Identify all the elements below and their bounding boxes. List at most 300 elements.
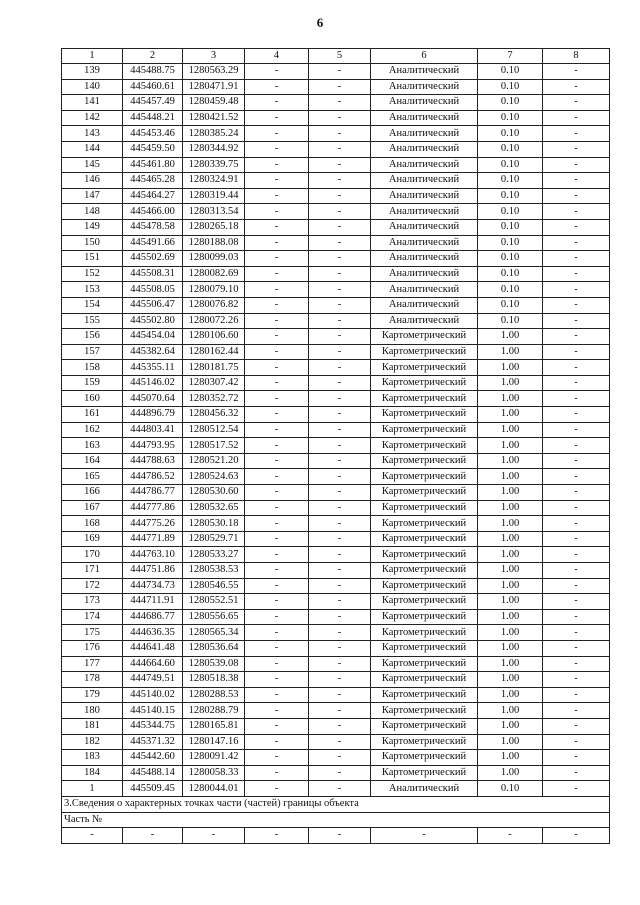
cell-col-5: - xyxy=(309,110,371,126)
cell-col-8: - xyxy=(543,640,610,656)
cell-col-1: 173 xyxy=(62,594,123,610)
cell-col-4: - xyxy=(245,687,309,703)
cell-col-8: - xyxy=(543,282,610,298)
cell-col-7: 0.10 xyxy=(478,64,543,80)
cell-col-3: 1280352.72 xyxy=(183,391,245,407)
cell-col-6: Картометрический xyxy=(371,609,478,625)
cell-col-3: 1280517.52 xyxy=(183,438,245,454)
cell-col-4: - xyxy=(245,531,309,547)
cell-col-2: 444763.10 xyxy=(123,547,183,563)
cell-col-6: - xyxy=(371,828,478,844)
cell-col-4: - xyxy=(245,64,309,80)
cell-col-7: 0.10 xyxy=(478,126,543,142)
cell-col-1: 177 xyxy=(62,656,123,672)
cell-col-2: 445491.66 xyxy=(123,235,183,251)
cell-col-5: - xyxy=(309,344,371,360)
cell-col-5: - xyxy=(309,329,371,345)
cell-col-2: 444788.63 xyxy=(123,453,183,469)
table-row xyxy=(62,95,610,111)
cell-col-5: - xyxy=(309,547,371,563)
cell-col-7: 1.00 xyxy=(478,547,543,563)
cell-col-1: 165 xyxy=(62,469,123,485)
cell-col-6: Картометрический xyxy=(371,360,478,376)
cell-col-2: 444751.86 xyxy=(123,563,183,579)
cell-col-3: 1280106.60 xyxy=(183,329,245,345)
cell-col-2: 444803.41 xyxy=(123,422,183,438)
cell-col-8: - xyxy=(543,531,610,547)
cell-col-4: - xyxy=(245,563,309,579)
cell-col-3: 1280385.24 xyxy=(183,126,245,142)
final-row xyxy=(62,828,610,844)
cell-col-1: 155 xyxy=(62,313,123,329)
cell-col-4: - xyxy=(245,656,309,672)
cell-col-6: Картометрический xyxy=(371,750,478,766)
cell-col-7: 1.00 xyxy=(478,531,543,547)
cell-col-6: Аналитический xyxy=(371,204,478,220)
cell-col-8: - xyxy=(543,578,610,594)
cell-col-4: - xyxy=(245,110,309,126)
section-title: 3.Сведения о характерных точках части (частей) границы объекта xyxy=(62,796,610,812)
cell-col-2: 445509.45 xyxy=(123,781,183,797)
cell-col-5: - xyxy=(309,516,371,532)
cell-col-6: Аналитический xyxy=(371,282,478,298)
cell-col-4: - xyxy=(245,407,309,423)
cell-col-2: 444636.35 xyxy=(123,625,183,641)
table-row xyxy=(62,625,610,641)
table-row xyxy=(62,750,610,766)
table-row xyxy=(62,391,610,407)
cell-col-7: 1.00 xyxy=(478,469,543,485)
cell-col-6: Картометрический xyxy=(371,438,478,454)
cell-col-2: 445344.75 xyxy=(123,718,183,734)
cell-col-1: 176 xyxy=(62,640,123,656)
cell-col-5: - xyxy=(309,563,371,579)
cell-col-1: 150 xyxy=(62,235,123,251)
cell-col-8: - xyxy=(543,313,610,329)
cell-col-1: 1 xyxy=(62,49,123,64)
part-label-row xyxy=(62,812,610,828)
cell-col-6: Аналитический xyxy=(371,173,478,189)
cell-col-7: 0.10 xyxy=(478,141,543,157)
cell-col-6: Картометрический xyxy=(371,563,478,579)
cell-col-5: - xyxy=(309,625,371,641)
cell-col-6: Аналитический xyxy=(371,157,478,173)
cell-col-3: 1280539.08 xyxy=(183,656,245,672)
cell-col-6: Аналитический xyxy=(371,313,478,329)
cell-col-2: 445508.05 xyxy=(123,282,183,298)
table-row xyxy=(62,781,610,797)
cell-col-6: Картометрический xyxy=(371,516,478,532)
cell-col-1: 149 xyxy=(62,219,123,235)
cell-col-7: 1.00 xyxy=(478,594,543,610)
cell-col-6: Картометрический xyxy=(371,672,478,688)
cell-col-1: 152 xyxy=(62,266,123,282)
cell-col-8: - xyxy=(543,734,610,750)
cell-col-8: - xyxy=(543,79,610,95)
cell-col-7: 1.00 xyxy=(478,703,543,719)
cell-col-5: - xyxy=(309,219,371,235)
cell-col-5: - xyxy=(309,157,371,173)
cell-col-7: 1.00 xyxy=(478,563,543,579)
cell-col-1: 161 xyxy=(62,407,123,423)
cell-col-5: - xyxy=(309,251,371,267)
cell-col-3: 1280165.81 xyxy=(183,718,245,734)
cell-col-1: 175 xyxy=(62,625,123,641)
cell-col-6: Аналитический xyxy=(371,297,478,313)
cell-col-8: - xyxy=(543,173,610,189)
cell-col-2: 444775.26 xyxy=(123,516,183,532)
cell-col-7: 1.00 xyxy=(478,578,543,594)
cell-col-5: - xyxy=(309,204,371,220)
cell-col-1: - xyxy=(62,828,123,844)
cell-col-7: 1.00 xyxy=(478,640,543,656)
cell-col-4: - xyxy=(245,485,309,501)
table-row xyxy=(62,438,610,454)
cell-col-7: 1.00 xyxy=(478,750,543,766)
table-row xyxy=(62,594,610,610)
cell-col-3: 1280546.55 xyxy=(183,578,245,594)
coordinates-table xyxy=(61,48,610,844)
cell-col-4: - xyxy=(245,422,309,438)
cell-col-4: - xyxy=(245,344,309,360)
cell-col-3: 1280265.18 xyxy=(183,219,245,235)
cell-col-6: Аналитический xyxy=(371,251,478,267)
cell-col-4: - xyxy=(245,375,309,391)
cell-col-3: 1280456.32 xyxy=(183,407,245,423)
cell-col-5: - xyxy=(309,687,371,703)
cell-col-8: - xyxy=(543,609,610,625)
table-row xyxy=(62,126,610,142)
cell-col-7: 0.10 xyxy=(478,251,543,267)
cell-col-2: 444664.60 xyxy=(123,656,183,672)
cell-col-7: 1.00 xyxy=(478,500,543,516)
table-row xyxy=(62,578,610,594)
cell-col-8: - xyxy=(543,157,610,173)
cell-col-7: 0.10 xyxy=(478,204,543,220)
cell-col-1: 157 xyxy=(62,344,123,360)
cell-col-6: Аналитический xyxy=(371,219,478,235)
cell-col-8: - xyxy=(543,563,610,579)
table-row xyxy=(62,609,610,625)
table-row xyxy=(62,110,610,126)
cell-col-4: - xyxy=(245,329,309,345)
cell-col-1: 1 xyxy=(62,781,123,797)
table-row xyxy=(62,672,610,688)
cell-col-3: - xyxy=(183,828,245,844)
cell-col-4: - xyxy=(245,219,309,235)
cell-col-1: 153 xyxy=(62,282,123,298)
cell-col-5: 5 xyxy=(309,49,371,64)
cell-col-2: 445508.31 xyxy=(123,266,183,282)
cell-col-8: - xyxy=(543,547,610,563)
cell-col-7: 1.00 xyxy=(478,438,543,454)
cell-col-2: 444734.73 xyxy=(123,578,183,594)
cell-col-6: Аналитический xyxy=(371,781,478,797)
cell-col-6: Картометрический xyxy=(371,718,478,734)
cell-col-4: - xyxy=(245,235,309,251)
cell-col-2: 444749.51 xyxy=(123,672,183,688)
cell-col-3: 1280532.65 xyxy=(183,500,245,516)
cell-col-5: - xyxy=(309,609,371,625)
cell-col-5: - xyxy=(309,531,371,547)
table-row xyxy=(62,157,610,173)
cell-col-5: - xyxy=(309,485,371,501)
cell-col-7: 1.00 xyxy=(478,734,543,750)
cell-col-8: - xyxy=(543,594,610,610)
cell-col-8: - xyxy=(543,95,610,111)
cell-col-7: 1.00 xyxy=(478,344,543,360)
cell-col-8: - xyxy=(543,485,610,501)
cell-col-7: 1.00 xyxy=(478,687,543,703)
cell-col-1: 168 xyxy=(62,516,123,532)
cell-col-2: 445382.64 xyxy=(123,344,183,360)
cell-col-3: 1280076.82 xyxy=(183,297,245,313)
cell-col-8: - xyxy=(543,375,610,391)
cell-col-6: Картометрический xyxy=(371,422,478,438)
cell-col-8: - xyxy=(543,422,610,438)
table-row xyxy=(62,500,610,516)
cell-col-7: 1.00 xyxy=(478,422,543,438)
cell-col-4: - xyxy=(245,360,309,376)
table-row xyxy=(62,173,610,189)
table-row xyxy=(62,360,610,376)
cell-col-2: 444786.52 xyxy=(123,469,183,485)
cell-col-4: - xyxy=(245,126,309,142)
cell-col-8: - xyxy=(543,126,610,142)
cell-col-3: 1280079.10 xyxy=(183,282,245,298)
cell-col-3: 1280552.51 xyxy=(183,594,245,610)
cell-col-8: 8 xyxy=(543,49,610,64)
cell-col-7: 0.10 xyxy=(478,313,543,329)
cell-col-4: - xyxy=(245,266,309,282)
table-row xyxy=(62,219,610,235)
cell-col-2: 445488.75 xyxy=(123,64,183,80)
cell-col-4: - xyxy=(245,609,309,625)
cell-col-1: 141 xyxy=(62,95,123,111)
cell-col-1: 174 xyxy=(62,609,123,625)
cell-col-2: 445140.15 xyxy=(123,703,183,719)
cell-col-6: Аналитический xyxy=(371,235,478,251)
page-number: 6 xyxy=(316,15,324,30)
cell-col-8: - xyxy=(543,64,610,80)
cell-col-6: Аналитический xyxy=(371,79,478,95)
cell-col-8: - xyxy=(543,765,610,781)
cell-col-1: 158 xyxy=(62,360,123,376)
cell-col-5: - xyxy=(309,297,371,313)
cell-col-1: 172 xyxy=(62,578,123,594)
cell-col-2: 445070.64 xyxy=(123,391,183,407)
cell-col-1: 147 xyxy=(62,188,123,204)
cell-col-3: 1280533.27 xyxy=(183,547,245,563)
cell-col-2: 445454.04 xyxy=(123,329,183,345)
cell-col-1: 180 xyxy=(62,703,123,719)
cell-col-8: - xyxy=(543,438,610,454)
cell-col-3: 1280324.91 xyxy=(183,173,245,189)
cell-col-6: Картометрический xyxy=(371,531,478,547)
cell-col-4: - xyxy=(245,640,309,656)
cell-col-4: - xyxy=(245,578,309,594)
cell-col-5: - xyxy=(309,718,371,734)
section-title-row xyxy=(62,796,610,812)
cell-col-7: 1.00 xyxy=(478,765,543,781)
cell-col-3: 1280162.44 xyxy=(183,344,245,360)
cell-col-2: 444793.95 xyxy=(123,438,183,454)
cell-col-2: 445140.02 xyxy=(123,687,183,703)
cell-col-1: 171 xyxy=(62,563,123,579)
cell-col-6: Картометрический xyxy=(371,578,478,594)
cell-col-5: - xyxy=(309,734,371,750)
cell-col-3: 1280471.91 xyxy=(183,79,245,95)
cell-col-7: 0.10 xyxy=(478,266,543,282)
cell-col-8: - xyxy=(543,828,610,844)
cell-col-1: 179 xyxy=(62,687,123,703)
cell-col-6: Картометрический xyxy=(371,625,478,641)
cell-col-1: 167 xyxy=(62,500,123,516)
cell-col-5: - xyxy=(309,578,371,594)
cell-col-3: 1280147.16 xyxy=(183,734,245,750)
cell-col-4: - xyxy=(245,547,309,563)
cell-col-5: - xyxy=(309,360,371,376)
cell-col-6: Картометрический xyxy=(371,485,478,501)
cell-col-3: 1280556.65 xyxy=(183,609,245,625)
cell-col-3: 1280538.53 xyxy=(183,563,245,579)
cell-col-7: 1.00 xyxy=(478,609,543,625)
cell-col-6: Картометрический xyxy=(371,703,478,719)
cell-col-2: - xyxy=(123,828,183,844)
cell-col-7: 1.00 xyxy=(478,656,543,672)
cell-col-6: Аналитический xyxy=(371,126,478,142)
cell-col-6: Аналитический xyxy=(371,110,478,126)
cell-col-1: 139 xyxy=(62,64,123,80)
cell-col-2: 445465.28 xyxy=(123,173,183,189)
cell-col-7: 1.00 xyxy=(478,625,543,641)
cell-col-2: 444777.86 xyxy=(123,500,183,516)
table-row xyxy=(62,563,610,579)
cell-col-5: - xyxy=(309,375,371,391)
table-row xyxy=(62,407,610,423)
table-row xyxy=(62,79,610,95)
cell-col-7: 1.00 xyxy=(478,375,543,391)
cell-col-2: 445488.14 xyxy=(123,765,183,781)
table-row xyxy=(62,640,610,656)
cell-col-7: 0.10 xyxy=(478,95,543,111)
cell-col-8: - xyxy=(543,251,610,267)
cell-col-5: - xyxy=(309,672,371,688)
cell-col-8: - xyxy=(543,516,610,532)
cell-col-6: Картометрический xyxy=(371,469,478,485)
cell-col-5: - xyxy=(309,500,371,516)
cell-col-4: - xyxy=(245,469,309,485)
cell-col-1: 148 xyxy=(62,204,123,220)
cell-col-3: 1280181.75 xyxy=(183,360,245,376)
cell-col-6: Аналитический xyxy=(371,64,478,80)
cell-col-3: 1280307.42 xyxy=(183,375,245,391)
cell-col-8: - xyxy=(543,687,610,703)
cell-col-2: 445464.27 xyxy=(123,188,183,204)
cell-col-6: Аналитический xyxy=(371,141,478,157)
cell-col-1: 140 xyxy=(62,79,123,95)
table-row xyxy=(62,516,610,532)
cell-col-8: - xyxy=(543,329,610,345)
cell-col-5: - xyxy=(309,188,371,204)
cell-col-1: 160 xyxy=(62,391,123,407)
cell-col-5: - xyxy=(309,469,371,485)
cell-col-5: - xyxy=(309,765,371,781)
cell-col-1: 169 xyxy=(62,531,123,547)
cell-col-1: 170 xyxy=(62,547,123,563)
cell-col-6: Картометрический xyxy=(371,391,478,407)
cell-col-5: - xyxy=(309,407,371,423)
cell-col-2: 445457.49 xyxy=(123,95,183,111)
cell-col-1: 145 xyxy=(62,157,123,173)
cell-col-5: - xyxy=(309,656,371,672)
cell-col-3: 1280044.01 xyxy=(183,781,245,797)
cell-col-2: 445478.58 xyxy=(123,219,183,235)
table-row xyxy=(62,344,610,360)
cell-col-2: 444786.77 xyxy=(123,485,183,501)
cell-col-5: - xyxy=(309,640,371,656)
table-row xyxy=(62,531,610,547)
cell-col-4: - xyxy=(245,453,309,469)
cell-col-3: 1280563.29 xyxy=(183,64,245,80)
cell-col-6: Картометрический xyxy=(371,329,478,345)
table-row xyxy=(62,141,610,157)
cell-col-2: 444711.91 xyxy=(123,594,183,610)
cell-col-4: - xyxy=(245,173,309,189)
cell-col-1: 178 xyxy=(62,672,123,688)
cell-col-2: 445461.80 xyxy=(123,157,183,173)
table-row xyxy=(62,251,610,267)
cell-col-4: - xyxy=(245,781,309,797)
cell-col-7: 7 xyxy=(478,49,543,64)
table-row xyxy=(62,656,610,672)
cell-col-5: - xyxy=(309,79,371,95)
cell-col-3: 1280188.08 xyxy=(183,235,245,251)
cell-col-1: 156 xyxy=(62,329,123,345)
cell-col-3: 1280529.71 xyxy=(183,531,245,547)
table-row xyxy=(62,266,610,282)
cell-col-7: 1.00 xyxy=(478,672,543,688)
cell-col-5: - xyxy=(309,594,371,610)
cell-col-5: - xyxy=(309,64,371,80)
cell-col-7: 0.10 xyxy=(478,110,543,126)
cell-col-8: - xyxy=(543,266,610,282)
cell-col-2: 445371.32 xyxy=(123,734,183,750)
cell-col-8: - xyxy=(543,297,610,313)
cell-col-4: - xyxy=(245,297,309,313)
cell-col-2: 445466.00 xyxy=(123,204,183,220)
cell-col-8: - xyxy=(543,656,610,672)
cell-col-5: - xyxy=(309,453,371,469)
cell-col-3: 1280530.18 xyxy=(183,516,245,532)
cell-col-6: Картометрический xyxy=(371,453,478,469)
table-row xyxy=(62,313,610,329)
table-row xyxy=(62,687,610,703)
cell-col-7: 0.10 xyxy=(478,79,543,95)
cell-col-8: - xyxy=(543,188,610,204)
cell-col-3: 1280530.60 xyxy=(183,485,245,501)
cell-col-4: - xyxy=(245,313,309,329)
cell-col-2: 445453.46 xyxy=(123,126,183,142)
cell-col-3: 1280536.64 xyxy=(183,640,245,656)
cell-col-5: - xyxy=(309,391,371,407)
table-row xyxy=(62,375,610,391)
cell-col-4: - xyxy=(245,750,309,766)
table-row xyxy=(62,453,610,469)
cell-col-7: 1.00 xyxy=(478,391,543,407)
cell-col-5: - xyxy=(309,313,371,329)
cell-col-2: 445502.80 xyxy=(123,313,183,329)
